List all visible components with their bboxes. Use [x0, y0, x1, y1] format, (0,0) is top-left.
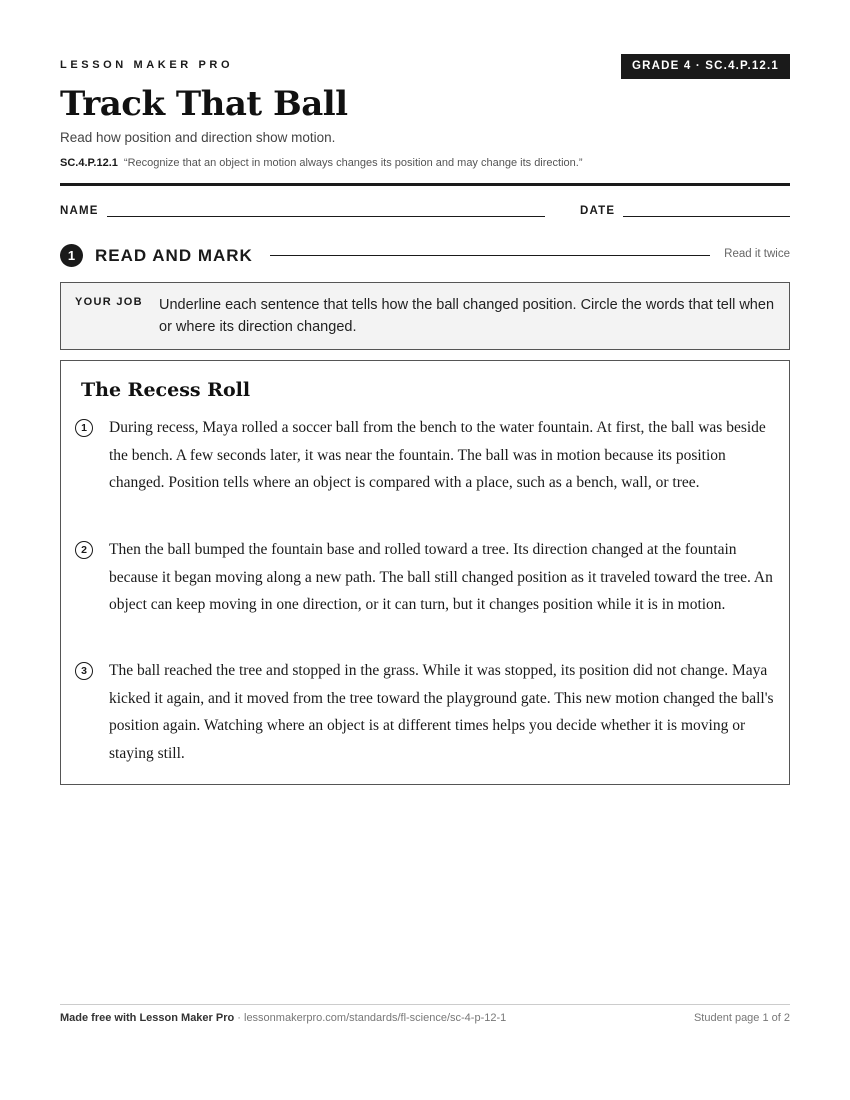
- page-subtitle: Read how position and direction show motion.: [60, 130, 336, 145]
- section-divider: [270, 255, 710, 256]
- footer-credit: [60, 1012, 506, 1024]
- worksheet-page: [60, 0, 790, 1100]
- page-title: Track That Ball: [60, 84, 348, 124]
- paragraph-number: 2: [75, 541, 93, 559]
- header-divider: [60, 183, 790, 186]
- standard-reference: [60, 157, 583, 169]
- paragraph-text[interactable]: The ball reached the tree and stopped in the grass. While it was stopped, its position did not change. Maya kicked it again, and it moved from the tree toward the playground gate. This new motion changed the ball's position again. Watching where an object is at different times helps you decide whether it is moving or staying still.: [109, 662, 774, 762]
- name-label: NAME: [60, 205, 99, 217]
- standard-text: “Recognize that an object in motion always changes its position and may change its direction.”: [123, 157, 583, 169]
- section-number-badge: 1: [60, 244, 83, 267]
- story-paragraph: [75, 657, 775, 767]
- name-field[interactable]: [107, 216, 545, 217]
- story-paragraph: [75, 414, 775, 497]
- story-paragraph: [75, 536, 775, 619]
- paragraph-text[interactable]: During recess, Maya rolled a soccer ball from the bench to the water fountain. At first, the ball was beside the bench. A few seconds later, it was near the fountain. The ball was in motion because its position changed. Position tells where an object is compared with a place, such as a bench, wall, or tree.: [109, 419, 766, 491]
- footer-divider: [60, 1004, 790, 1005]
- footer-made-with: Made free with Lesson Maker Pro: [60, 1012, 235, 1024]
- paragraph-number: 3: [75, 662, 93, 680]
- footer-page-number: Student page 1 of 2: [693, 1012, 790, 1024]
- instructions-box: [60, 282, 790, 350]
- brand-name: LESSON MAKER PRO: [60, 59, 234, 71]
- grade-standard-tag: GRADE 4 · SC.4.P.12.1: [621, 54, 790, 79]
- section-note: Read it twice: [724, 248, 790, 260]
- date-label: DATE: [580, 205, 616, 217]
- story-box: [60, 360, 790, 785]
- instructions-text: Underline each sentence that tells how the ball changed position. Circle the words that tell when or where its direction changed.: [159, 297, 775, 335]
- paragraph-number: 1: [75, 419, 93, 437]
- date-field[interactable]: [623, 216, 790, 217]
- story-title: The Recess Roll: [81, 379, 251, 401]
- section-title: READ AND MARK: [95, 246, 253, 265]
- paragraph-text[interactable]: Then the ball bumped the fountain base and rolled toward a tree. Its direction changed at the fountain because it began moving along a new path. The ball still changed position as it traveled toward the tree. An object can keep moving in one direction, or it can turn, but it changes position while it is in motion.: [109, 541, 773, 613]
- standard-code: SC.4.P.12.1: [60, 157, 118, 169]
- instructions-label: YOUR JOB: [75, 296, 143, 308]
- footer-url[interactable]: · lessonmakerpro.com/standards/fl-science/sc-4-p-12-1: [234, 1012, 507, 1024]
